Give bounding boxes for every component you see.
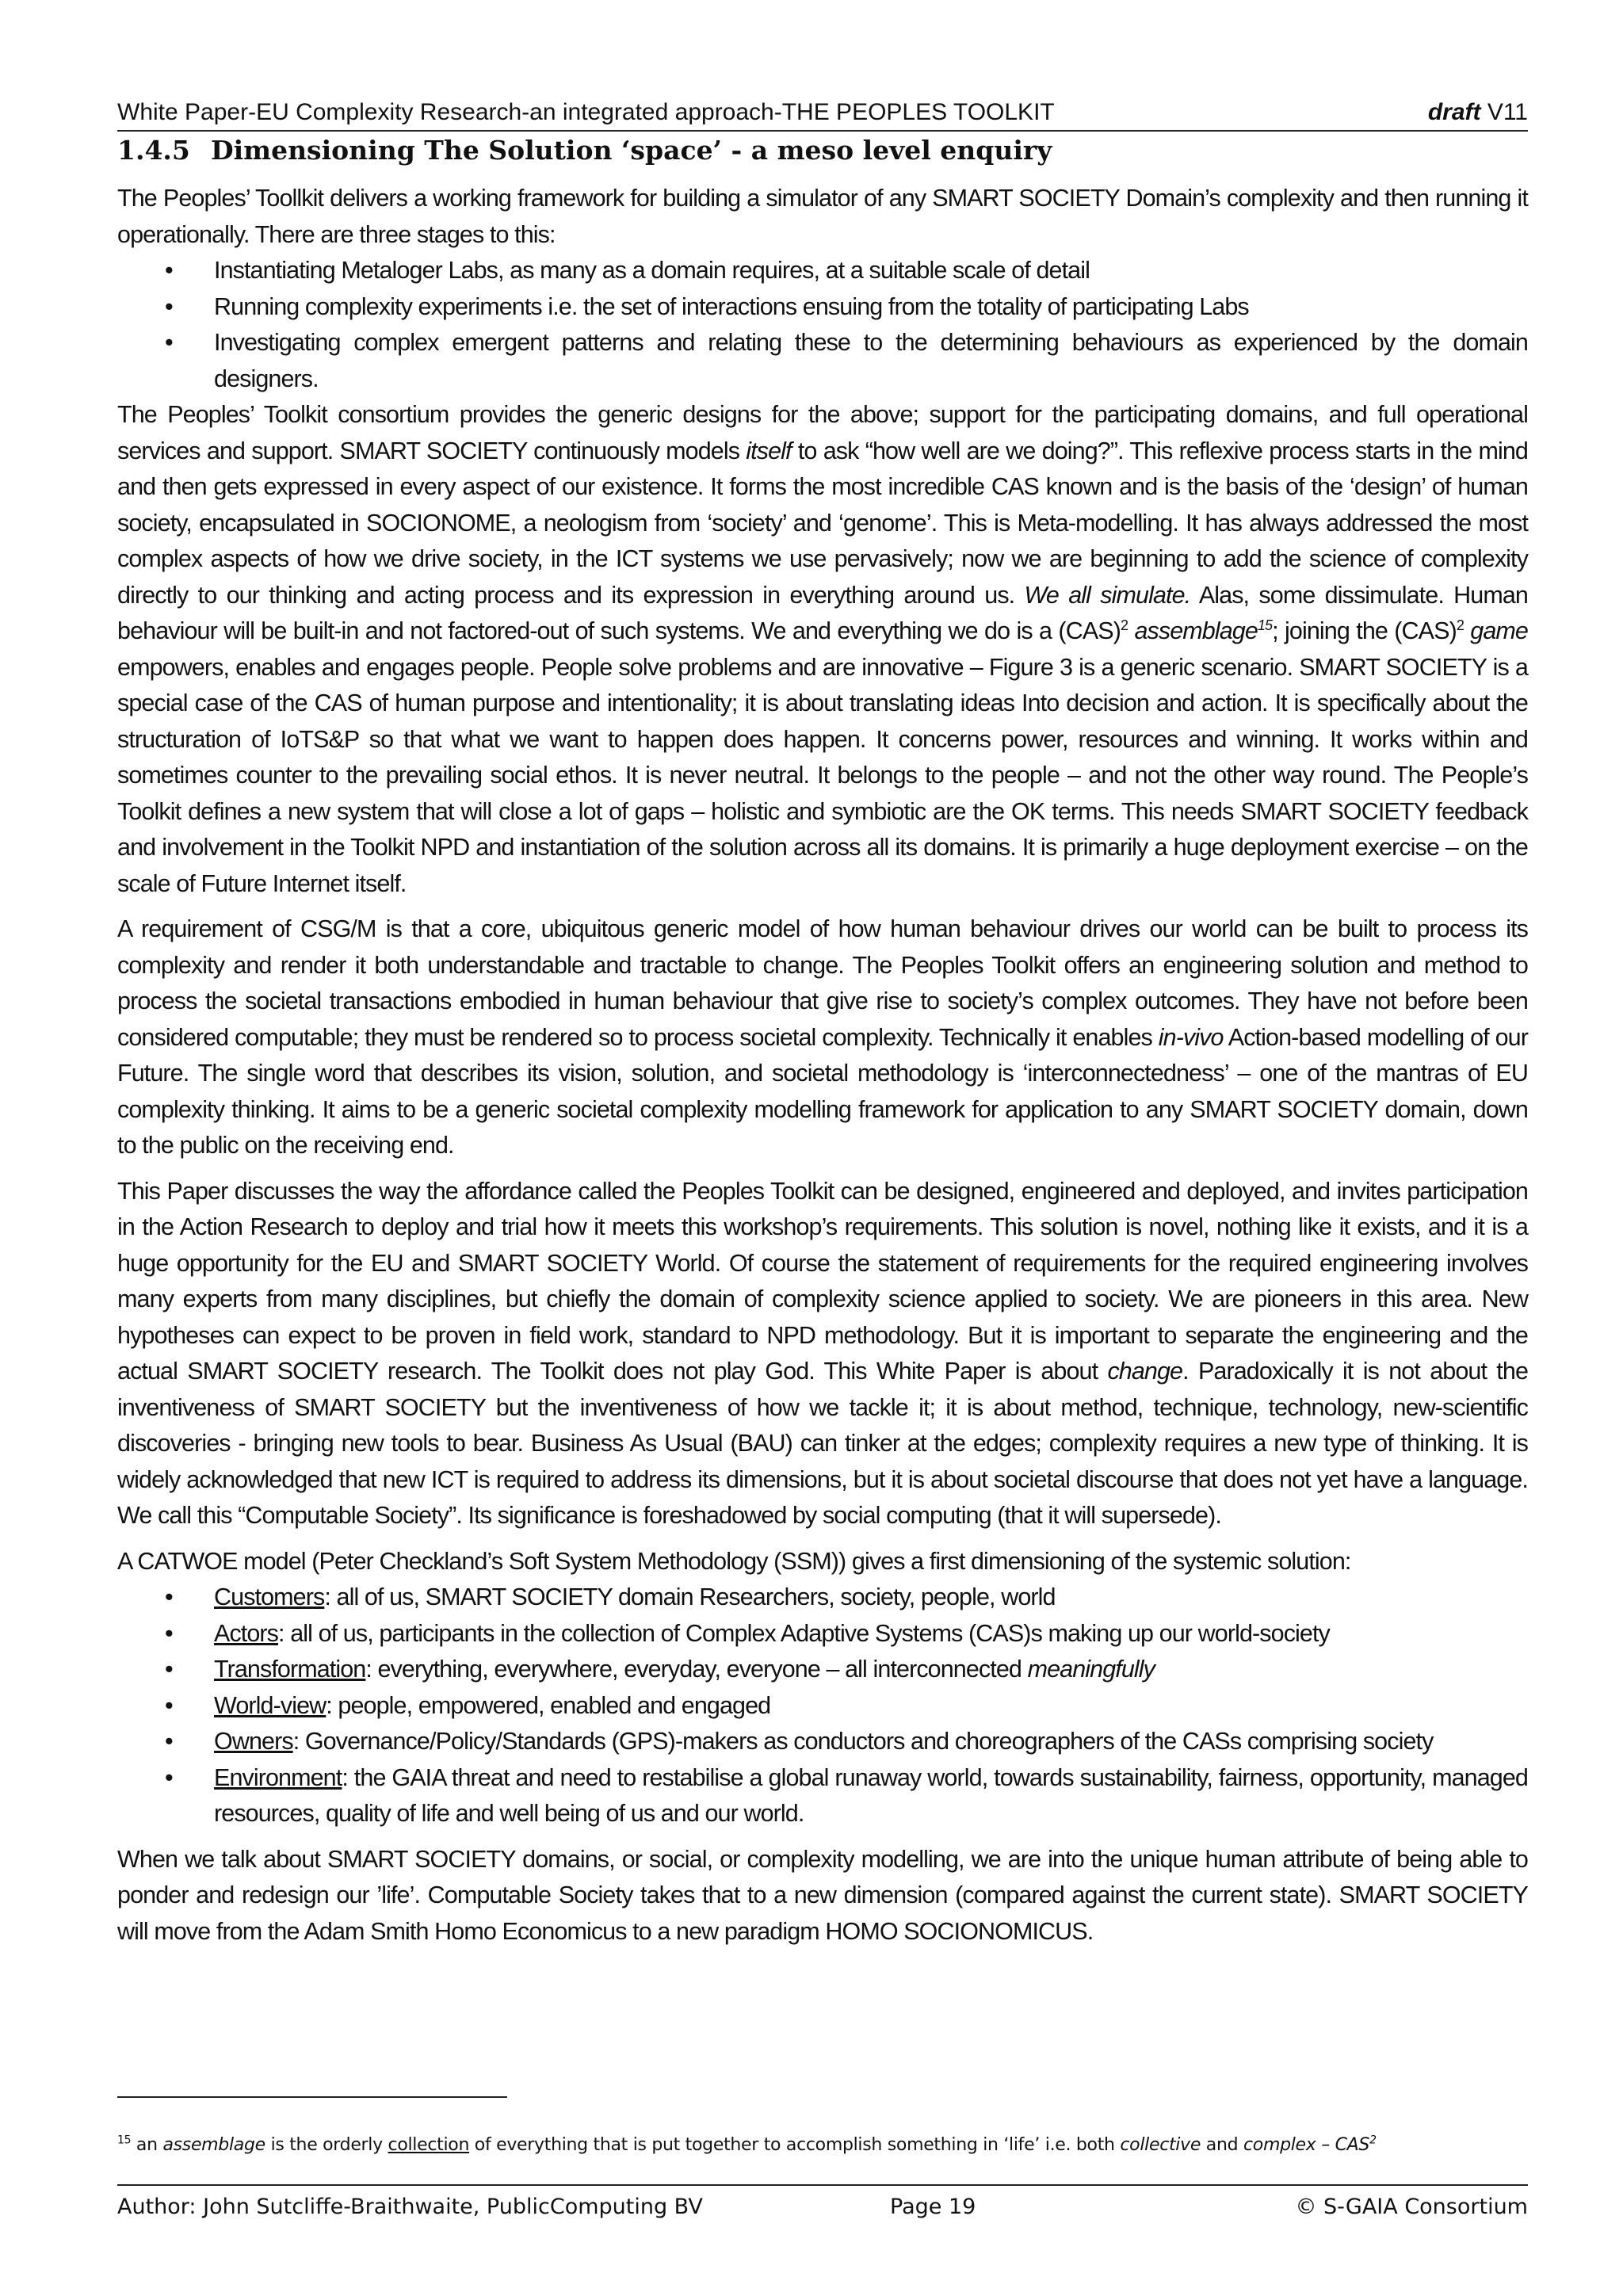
stages-list [117,253,1528,397]
paragraph-discussion: This Paper discusses the way the affordance called the Peoples Toolkit can be designed, engineered and deployed, and invites participation in the Action Research to deploy and trial how it meets this workshop’s requirements. This solution is novel, nothing like it exists, and it is a huge opportunity for the EU and SMART SOCIETY World. Of course the statement of requirements for the required engineering involves many experts from many disciplines, but chiefly the domain of complexity science applied to society. We are pioneers in this area. New hypotheses can expect to be proven in field work, standard to NPD methodology. But it is important to separate the engineering and the actual SMART SOCIETY research. The Toolkit does not play God. This White Paper is about change. Paradoxically it is not about the inventiveness of SMART SOCIETY but the inventiveness of how we tackle it; it is about method, technique, technology, new-scientific discoveries - bringing new tools to bear. Business As Usual (BAU) can tinker at the edges; complexity requires a new type of thinking. It is widely acknowledged that new ICT is required to address its dimensions, but it is about societal discourse that does not yet have a language. We call this “Computable Society”. Its significance is foreshadowed by social computing (that it will supersede). [117,1177,1529,1529]
body-text [117,181,1528,1959]
bullet-icon: • [165,1691,173,1719]
page-number: Page 19 [890,2195,976,2219]
section-heading [117,133,1052,168]
footer-copyright: © S-GAIA Consortium [1295,2195,1528,2219]
list-item: • Instantiating Metaloger Labs, as many as a domain requires, at a suitable scale of detail [117,253,1528,289]
bullet-icon: • [165,257,173,284]
bullet-icon: • [165,292,173,320]
paragraph-consortium: The Peoples’ Toolkit consortium provides the generic designs for the above; support for the participating domains, and full operational services and support. SMART SOCIETY continuously models itself to ask “how well are we doing?”. This reflexive process starts in the mind and then gets expressed in every aspect of our existence. It forms the most incredible CAS known and is the basis of the ‘design’ of human society, encapsulated in SOCIONOME, a neologism from ‘society’ and ‘genome’. This is Meta-modelling. It has always addressed the most complex aspects of how we drive society, in the ICT systems we use pervasively; now we are beginning to add the science of complexity directly to our thinking and acting process and its expression in everything around us. We all simulate. Alas, some dissimulate. Human behaviour will be built-in and not factored-out of such systems. We and everything we do is a (CAS)$^2$ assemblage$^{15}$; joining the (CAS)$^2$ game empowers, enables and engages people. People solve problems and are innovative – Figure 3 is a generic scenario. SMART SOCIETY is a special case of the CAS of human purpose and intentionality; it is about translating ideas Into decision and action. It is specifically about the structuration of IoTS&P so that what we want to happen does happen. It concerns power, resources and winning. It works within and sometimes counter to the prevailing social ethos. It is never neutral. It belongs to the people – and not the other way round. The People’s Toolkit defines a new system that will close a lot of gaps – holistic and symbiotic are the OK terms. This needs SMART SOCIETY feedback and involvement in the Toolkit NPD and instantiation of the solution across all its domains. It is primarily a huge deployment exercise – on the scale of Future Internet itself. [117,401,1528,897]
list-item: • Running complexity experiments i.e. the set of interactions ensuing from the totality of participating Labs [117,289,1528,326]
list-item: • Environment: the GAIA threat and need to restabilise a global runaway world, towards sustainability, fairness, opportunity, managed resources, quality of life and well being of us and our world. [117,1760,1528,1832]
footnote: $^{15}$ an assemblage is the orderly collection of everything that is put together to accomplish something in ‘life’ i.e. both collective and complex – CAS$^2$ [117,2134,1377,2155]
list-item: • Actors: all of us, participants in the collection of Complex Adaptive Systems (CAS)s making up our world-society [117,1616,1528,1652]
footnote-number: 15 [117,2134,132,2147]
paragraph-catwoe: A CATWOE model (Peter Checkland’s Soft System Methodology (SSM)) gives a first dimensioning of the systemic solution: [117,1547,1351,1575]
page-footer [117,2184,1528,2227]
paragraph-requirement: A requirement of CSG/M is that a core, ubiquitous generic model of how human behaviour drives our world can be built to process its complexity and render it both understandable and tractable to change. The Peoples Toolkit offers an engineering solution and method to process the societal transactions embodied in human behaviour that give rise to society’s complex outcomes. They have not before been considered computable; they must be rendered so to process societal complexity. Technically it enables in-vivo Action-based modelling of our Future. The single word that describes its vision, solution, and societal methodology is ‘interconnectedness’ – one of the mantras of EU complexity thinking. It aims to be a generic societal complexity modelling framework for application to any SMART SOCIETY domain, down to the public on the receiving end. [117,915,1528,1159]
bullet-icon: • [165,1619,173,1647]
paragraph-intro: The Peoples’ Toollkit delivers a working framework for building a simulator of any SMART SOCIETY Domain’s complexity and then running it operationally. There are three stages to this: [117,185,1528,248]
footnote-ref: 15 [1257,617,1273,633]
catwoe-list [117,1580,1528,1832]
bullet-icon: • [165,1728,173,1755]
list-item: • Transformation: everything, everywhere, everyday, everyone – all interconnected meaningfully [117,1652,1528,1688]
header-version-number: V11 [1480,99,1528,125]
list-item: • World-view: people, empowered, enabled and engaged [117,1688,1528,1725]
running-header [117,95,1528,132]
header-version [1428,95,1528,130]
footer-author: Author: John Sutcliffe-Braithwaite, PublicComputing BV [117,2195,703,2219]
section-title: Dimensioning The Solution ‘space’ - a meso level enquiry [211,135,1052,166]
bullet-icon: • [165,1656,173,1683]
bullet-icon: • [165,329,173,356]
bullet-icon: • [165,1763,173,1791]
bullet-icon: • [165,1584,173,1610]
list-item: • Owners: Governance/Policy/Standards (GPS)-makers as conductors and choreographers of the CASs comprising society [117,1724,1528,1760]
footnote-separator [117,2096,507,2098]
paragraph-conclusion: When we talk about SMART SOCIETY domains, or social, or complexity modelling, we are into the unique human attribute of being able to ponder and redesign our ’life’. Computable Society takes that to a new dimension (compared against the current state). SMART SOCIETY will move from the Adam Smith Homo Economicus to a new paradigm HOMO SOCIONOMICUS. [117,1845,1528,1945]
header-draft-label: draft [1427,99,1481,125]
section-number: 1.4.5 [117,135,190,166]
list-item: • Customers: all of us, SMART SOCIETY domain Researchers, society, people, world [117,1580,1528,1616]
header-title: White Paper-EU Complexity Research-an integrated approach-THE PEOPLES TOOLKIT [117,99,1055,125]
list-item: • Investigating complex emergent patterns and relating these to the determining behaviours as experienced by the domain designers. [117,325,1528,397]
